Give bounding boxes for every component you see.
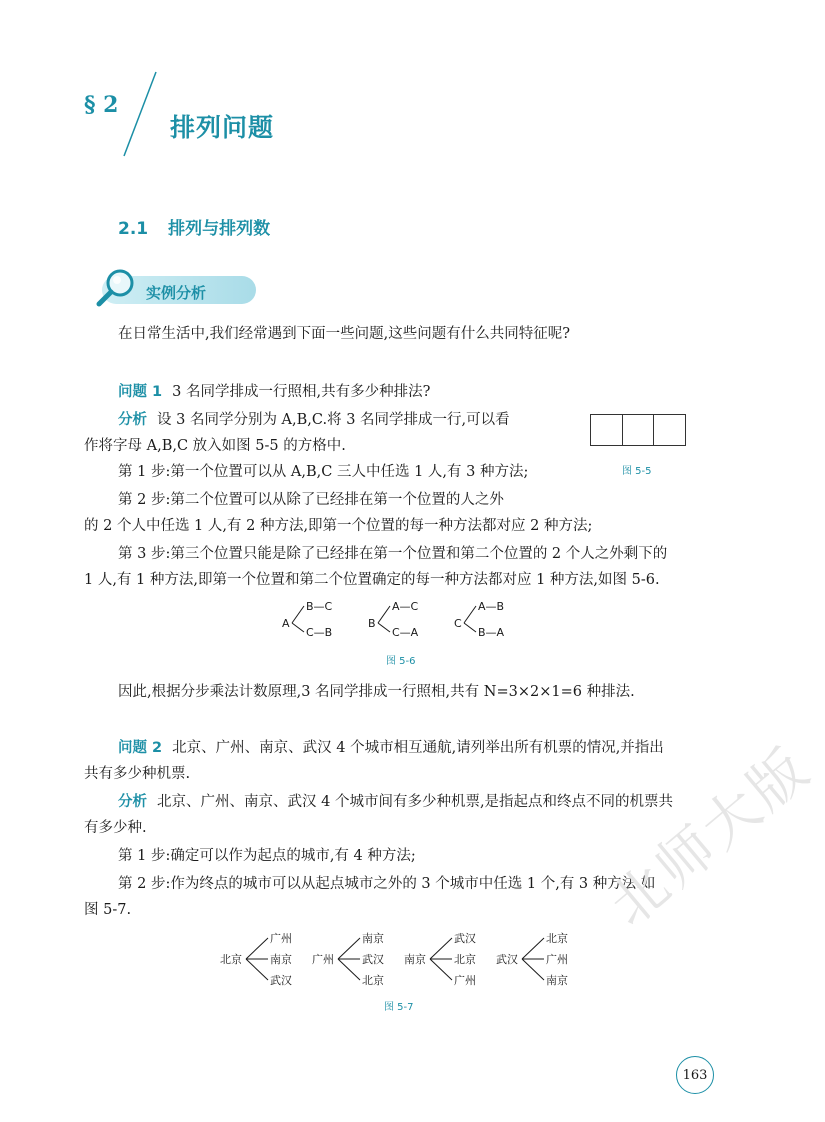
tree-branch-line [378,623,390,632]
city-branch-arrow [338,938,360,959]
problem1-step2-line1: 第 2 步:第二个位置可以从除了已经排在第一个位置的人之外 [118,492,504,508]
city-branch-label: 广州 [546,953,568,966]
city-branch-arrow [246,959,268,980]
city-branch-label: 武汉 [270,974,292,987]
problem2-analysis-line2: 有多少种. [84,820,147,836]
fig5-7-caption: 图 5-7 [384,1002,414,1013]
section-number: § 2 [84,92,119,118]
problem2-text1: 北京、广州、南京、武汉 4 个城市相互通航,请列举出所有机票的情况,并指出 [172,740,664,756]
subsection-title: 排列与排列数 [168,219,271,239]
problem1-step2-line2: 的 2 个人中任选 1 人,有 2 种方法,即第一个位置的每一种方法都对应 2 种方法; [84,518,593,534]
fig5-5-grid [590,414,686,446]
problem2-step2-line1: 第 2 步:作为终点的城市可以从起点城市之外的 3 个城市中任选 1 个,有 3 种方法.如 [118,876,656,892]
publisher-watermark: 北师大版 [597,734,824,939]
subsection-number: 2.1 [118,219,149,239]
tree-root-label: C [454,617,462,630]
magnifier-icon [90,266,140,310]
problem1-step1: 第 1 步:第一个位置可以从 A,B,C 三人中任选 1 人,有 3 种方法; [118,464,529,480]
tree-root-label: B [368,617,376,630]
problem1-analysis-line1 [118,410,510,430]
problem1-analysis-line2: 作将字母 A,B,C 放入如图 5-5 的方格中. [84,438,346,454]
city-branch-label: 广州 [454,974,476,987]
problem1-text: 3 名同学排成一行照相,共有多少种排法? [172,384,431,400]
banner-label: 实例分析 [146,284,207,302]
city-branch-label: 武汉 [362,953,384,966]
tree-branch-label: C—A [392,626,419,639]
section-slash-decoration [120,70,160,160]
city-branch-label: 南京 [546,974,568,987]
city-branch-label: 北京 [362,974,384,987]
problem2-statement-line2: 共有多少种机票. [84,766,191,782]
city-branch-arrow [522,959,544,980]
city-root-label: 北京 [220,953,242,966]
city-branch-label: 武汉 [454,932,476,945]
tree-branch-label: B—C [306,600,333,613]
section-heading [84,70,384,160]
problem1-label: 问题 1 [118,384,163,400]
tree-branch-line [464,623,476,632]
section-title: 排列问题 [170,113,275,142]
grid-cell [654,415,685,445]
fig5-6-svg [280,600,540,646]
city-branch-label: 北京 [454,953,476,966]
problem2-analysis-text1: 北京、广州、南京、武汉 4 个城市间有多少种机票,是指起点和终点不同的机票共 [157,794,674,810]
fig5-7-svg [220,930,590,990]
problem2-label: 问题 2 [118,740,163,756]
problem1-step3-line2: 1 人,有 1 种方法,即第一个位置和第二个位置确定的每一种方法都对应 1 种方法,如图 5-6. [84,572,660,588]
intro-paragraph: 在日常生活中,我们经常遇到下面一些问题,这些问题有什么共同特征呢? [118,326,570,342]
problem1-conclusion: 因此,根据分步乘法计数原理,3 名同学排成一行照相,共有 N=3×2×1=6 种排法. [118,684,635,700]
example-analysis-banner [90,266,256,308]
city-branch-label: 南京 [270,953,292,966]
subsection-heading [118,214,270,239]
tree-branch-label: C—B [306,626,333,639]
problem1-step3-line1: 第 3 步:第三个位置只能是除了已经排在第一个位置和第二个位置的 2 个人之外剩下的 [118,546,668,562]
city-branch-arrow [522,938,544,959]
tree-branch-label: A—B [478,600,505,613]
city-root-label: 广州 [312,953,334,966]
problem1-analysis-label: 分析 [118,412,147,428]
city-branch-label: 南京 [362,932,384,945]
problem1-statement [118,382,430,402]
city-root-label: 武汉 [496,953,518,966]
tree-branch-line [292,623,304,632]
city-branch-label: 广州 [270,932,292,945]
page-number: 163 [676,1056,714,1094]
tree-branch-label: A—C [392,600,419,613]
problem2-analysis-label: 分析 [118,794,147,810]
problem2-statement-line1 [118,738,664,758]
problem2-step2-line2: 图 5-7. [84,902,132,918]
problem1-analysis-text1: 设 3 名同学分别为 A,B,C.将 3 名同学排成一行,可以看 [157,412,510,428]
grid-cell [591,415,623,445]
city-branch-arrow [430,959,452,980]
fig5-5-caption: 图 5-5 [622,466,652,477]
city-root-label: 南京 [404,953,426,966]
city-branch-arrow [430,938,452,959]
problem2-analysis-line1 [118,792,673,812]
city-branch-arrow [338,959,360,980]
grid-cell [623,415,655,445]
city-branch-label: 北京 [546,932,568,945]
city-branch-arrow [246,938,268,959]
problem2-step1: 第 1 步:确定可以作为起点的城市,有 4 种方法; [118,848,416,864]
tree-root-label: A [282,617,290,630]
tree-branch-line [292,606,304,623]
fig5-6-caption: 图 5-6 [386,656,416,667]
tree-branch-line [378,606,390,623]
tree-branch-label: B—A [478,626,505,639]
tree-branch-line [464,606,476,623]
